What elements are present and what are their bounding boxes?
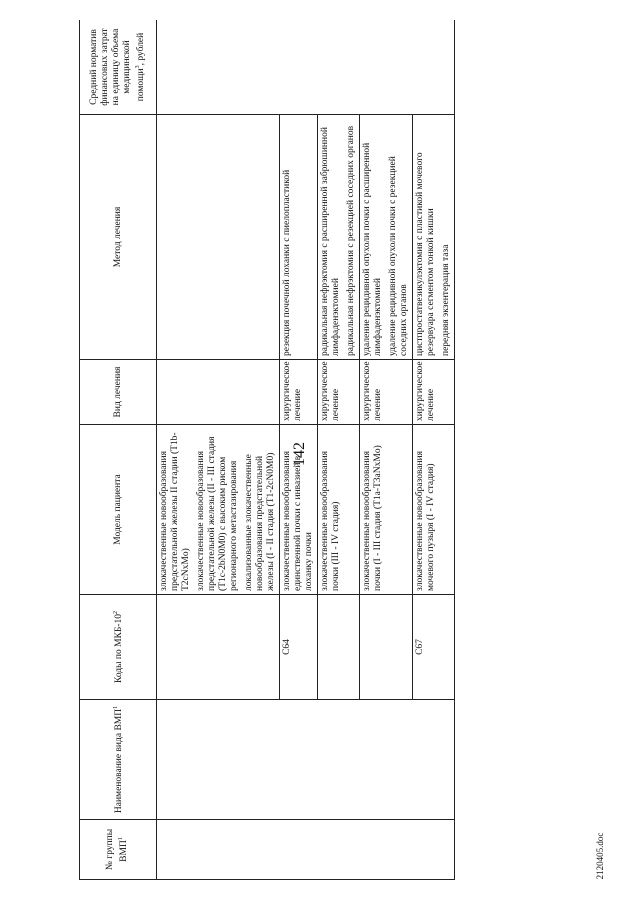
cell-icd: C64 [280,595,318,700]
cell-treatment: хирургическое лечение [318,360,360,425]
method-text: удаление рецидивной опухоли почки с резекцией соседних органов [388,156,409,356]
cell-vmp-name [157,700,455,820]
cell-icd: C67 [413,595,455,700]
rotated-table-frame [79,20,539,880]
model-text: злокачественные новообразования предстательной железы II стадии (T1b-T2cNxMo) [159,432,191,591]
cell-treatment [157,360,280,425]
header-vmp-name: Наименование вида ВМП$^1$ [80,700,157,820]
model-text: локализованные злокачественные новообразования предстательной железы (I - II стадия (T1-2cN0M0) [244,452,276,591]
method-text: цистпростатвезикулэктомия с пластикой мочевого резервуара сегментом тонкой кишки [415,152,436,356]
model-text: злокачественные новообразования единственной почки с инвазией в лоханку почки [282,450,314,591]
cell-model [360,425,413,595]
header-icd: Коды по МКБ-$10^2$ [80,595,157,700]
cell-cost [157,20,455,115]
page-number: 142 [291,442,308,466]
vmp-table [79,20,455,880]
cell-method [360,115,413,360]
model-text: злокачественные новообразования почки (III - IV стадия) [320,450,341,591]
cell-icd [360,595,413,700]
method-text: резекция почечной лоханки с пиелопластикой [282,169,292,356]
document-code: 2120405.doc [595,832,605,880]
cell-model [413,425,455,595]
method-text: радикальная нефрэктомия с расширенной забрюшинной лимфаденэктомией [320,127,341,356]
model-text: злокачественные новообразования предстательной железы (II - III стадия (T1c-2bN0M0) с высоким риском регионарного метастазирования [196,436,239,591]
method-text: радикальная нефрэктомия с резекцией соседних органов [346,125,356,356]
table-container [79,20,539,880]
cell-model [157,425,280,595]
cell-treatment: хирургическое лечение [280,360,318,425]
model-text: злокачественные новообразования почки (I - III стадия (T1a-T3aNxMo) [362,445,383,591]
cell-model [280,425,318,595]
table-header-row [80,20,157,880]
table-row [157,20,280,880]
header-cost: Средний норматив финансовых затрат на единицу объема медицинской помощи$^3$, рублей [80,20,157,115]
cell-icd [318,595,360,700]
cell-method [280,115,318,360]
model-text: злокачественные новообразования мочевого пузыря (I - IV стадия) [415,450,436,591]
method-text: удаление рецидивной опухоли почки с расширенной лимфаденэктомией [362,142,383,356]
cell-method [157,115,280,360]
header-method: Метод лечения [80,115,157,360]
method-text: передняя экзентерация таза [441,244,451,356]
cell-method [318,115,360,360]
cell-treatment: хирургическое лечение [413,360,455,425]
cell-model [318,425,360,595]
header-group: № группы ВМП$^1$ [80,820,157,880]
cell-icd [157,595,280,700]
header-model: Модель пациента [80,425,157,595]
header-treatment-type: Вид лечения [80,360,157,425]
cell-group [157,820,455,880]
cell-treatment: хирургическое лечение [360,360,413,425]
cell-method [413,115,455,360]
